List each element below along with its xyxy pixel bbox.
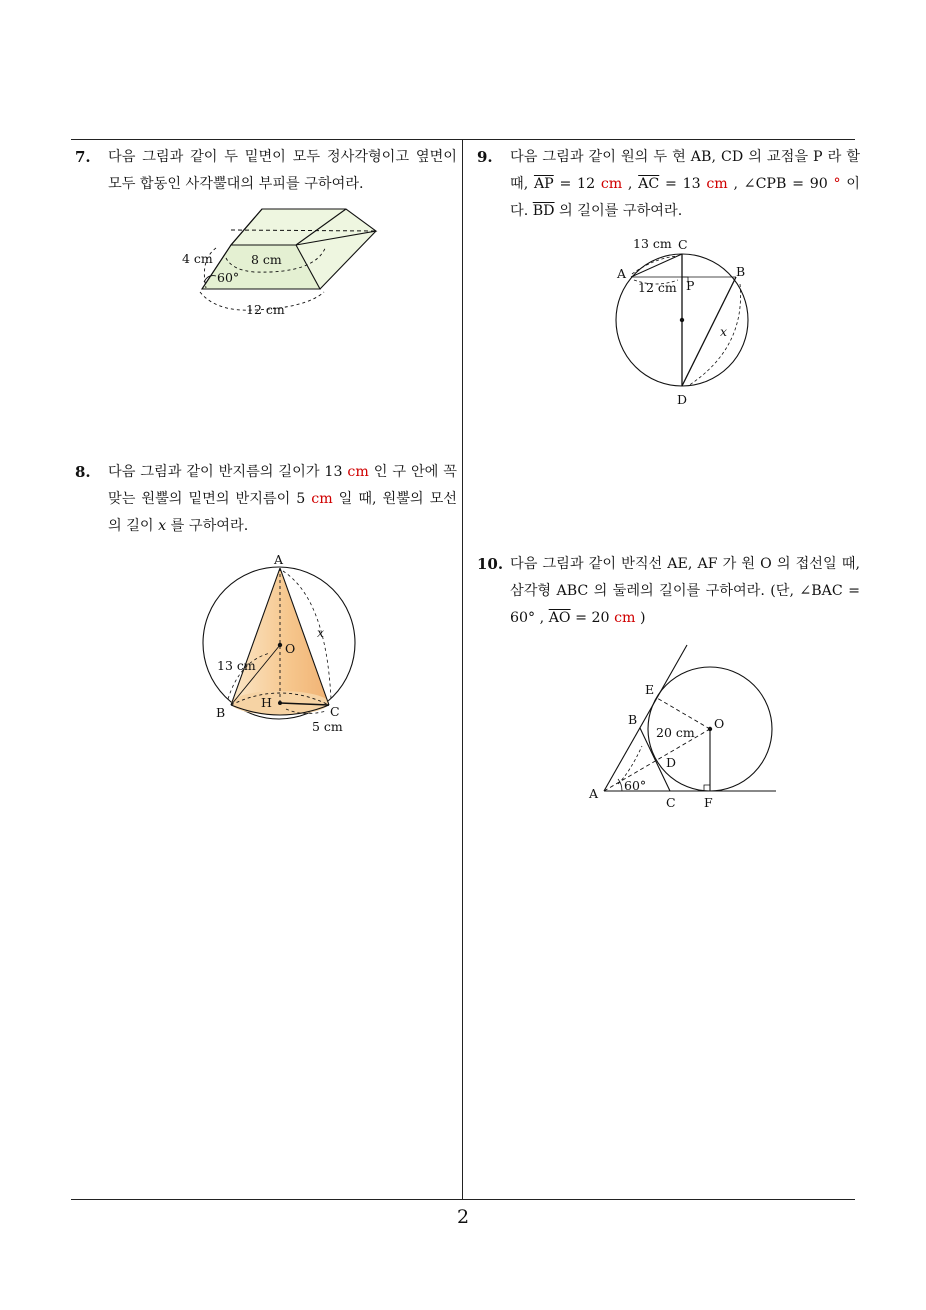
problem-8-text — [108, 459, 457, 540]
p8-text-3: 일 때, 원뿔의 모선의 길이 — [108, 491, 457, 534]
p10-seg-AO: $\overline{AO}$ — [548, 610, 571, 626]
p10-label-F: F — [704, 795, 713, 810]
frustum-drawing — [200, 209, 377, 310]
problem-8-figure — [200, 549, 370, 739]
p9-label-C: C — [678, 237, 688, 252]
p9-text-2: = 12 — [553, 176, 601, 192]
p10-label-A: A — [589, 786, 599, 801]
p10-label-B: B — [628, 712, 638, 727]
problem-8 — [75, 459, 457, 540]
p9-unit-2: cm — [706, 176, 728, 192]
p8-label-A: A — [274, 552, 284, 567]
p8-variable: x — [158, 518, 167, 534]
problem-10-figure — [584, 640, 784, 815]
p9-label-D: D — [677, 392, 688, 407]
p8-text-2: 인 구 안에 꼭맞는 원뿔의 밑면의 반지름이 5 — [108, 464, 457, 507]
problem-9-text — [510, 144, 860, 225]
problem-7-text: 다음 그림과 같이 두 밑면이 모두 정사각형이고 옆면이 모두 합동인 사각뿔대의 부피를 구하여라. — [108, 149, 457, 192]
p7-label-angle: 60° — [217, 270, 240, 285]
p9-label-B: B — [736, 264, 746, 279]
problem-7 — [75, 144, 457, 198]
p9-text-1: 다음 그림과 같이 원의 두 현 AB, CD 의 교점을 P 라 할 때, — [510, 149, 860, 192]
sphere-cone-drawing — [203, 567, 355, 719]
p10-label-C: C — [666, 795, 676, 810]
p7-label-bottom: 12 cm — [246, 302, 285, 317]
problem-10-number: 10. — [477, 555, 504, 573]
p10-label-E: E — [645, 682, 655, 697]
p9-label-P: P — [686, 278, 695, 293]
problem-9-figure — [612, 232, 762, 412]
p10-text-1: 다음 그림과 같이 반직선 AE, AF 가 원 O 의 접선일 때, 삼각형 ABC 의 둘레의 길이를 구하여라. (단, ∠BAC = 60° , — [510, 556, 860, 626]
p9-label-13cm: 13 cm — [633, 236, 672, 251]
p8-label-B: B — [216, 705, 226, 720]
column-divider — [462, 139, 463, 1200]
problem-9 — [477, 144, 860, 225]
p10-label-20cm: 20 cm — [656, 725, 695, 740]
p10-unit-1: cm — [614, 610, 636, 626]
p8-label-H: H — [261, 695, 272, 710]
p8-label-x: x — [317, 625, 325, 640]
problem-7-number: 7. — [75, 148, 91, 166]
circle-chords-drawing — [616, 254, 748, 386]
p8-unit-2: cm — [311, 491, 333, 507]
p9-text-7: 의 길이를 구하여라. — [554, 203, 683, 219]
p10-label-O: O — [714, 716, 725, 731]
p9-text-3: , — [622, 176, 639, 192]
p9-seg-BD: $\overline{BD}$ — [532, 203, 555, 219]
problem-10 — [477, 551, 860, 632]
bottom-rule — [71, 1199, 855, 1200]
p7-label-edge: 4 cm — [182, 251, 213, 266]
p7-label-top: 8 cm — [251, 252, 282, 267]
p9-text-6: 이다. — [510, 176, 860, 219]
top-rule — [71, 139, 855, 140]
p8-label-13cm: 13 cm — [217, 658, 256, 673]
p9-label-x: x — [720, 324, 728, 339]
problem-9-number: 9. — [477, 148, 493, 166]
p9-label-12cm: 12 cm — [638, 280, 677, 295]
p9-text-5: , ∠CPB = 90 — [727, 176, 834, 192]
problem-10-text — [510, 551, 860, 632]
p9-unit-3: ° — [833, 176, 841, 192]
p10-label-D: D — [666, 755, 677, 770]
p8-label-5cm: 5 cm — [312, 719, 343, 734]
p8-text-1: 다음 그림과 같이 반지름의 길이가 13 — [108, 464, 348, 480]
p9-seg-AP: $\overline{AP}$ — [533, 176, 554, 192]
p8-unit-1: cm — [347, 464, 369, 480]
p10-label-60deg: 60° — [624, 778, 647, 793]
p10-text-2: = 20 — [570, 610, 615, 626]
p9-label-A: A — [617, 266, 627, 281]
problem-8-number: 8. — [75, 463, 91, 481]
p8-text-4: 를 구하여라. — [166, 518, 249, 534]
problem-7-figure — [176, 200, 388, 322]
p8-label-C: C — [330, 704, 340, 719]
p10-text-3: ) — [635, 610, 646, 626]
page-number: 2 — [456, 1206, 470, 1228]
p8-label-O: O — [285, 641, 296, 656]
p9-text-4: = 13 — [659, 176, 707, 192]
p9-unit-1: cm — [600, 176, 623, 192]
p9-seg-AC: $\overline{AC}$ — [638, 176, 660, 192]
